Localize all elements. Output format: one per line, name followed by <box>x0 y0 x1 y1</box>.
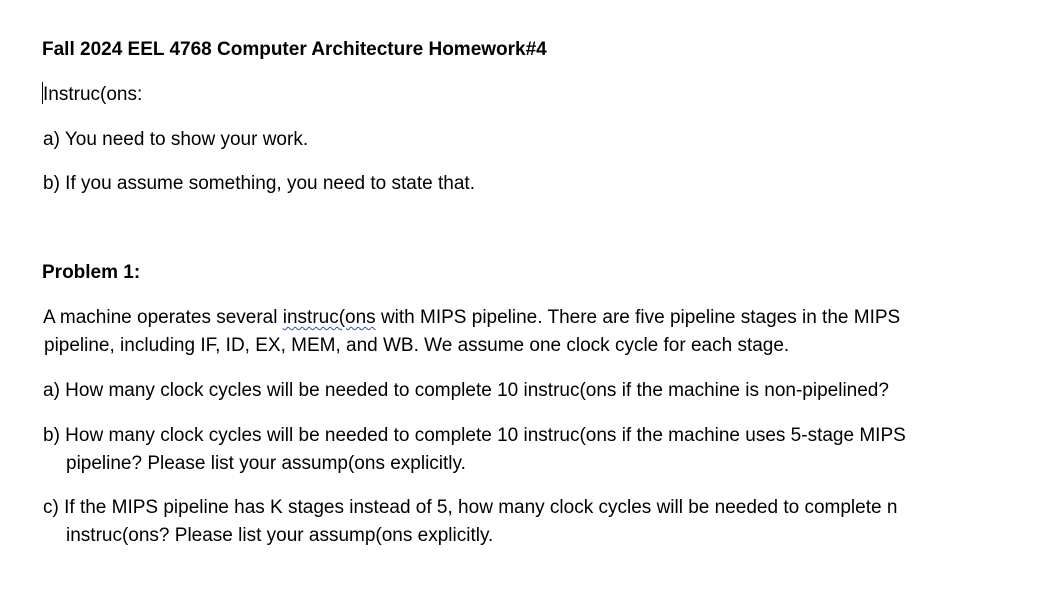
instruction-item-b: b) If you assume something, you need to state that. <box>43 173 475 194</box>
problem-heading: Problem 1: <box>42 262 141 283</box>
spelling-flagged-word[interactable]: instruc(ons <box>282 307 376 328</box>
instructions-heading: Instruc(ons: <box>43 84 143 105</box>
question-b-line-2: pipeline? Please list your assump(ons explicitly. <box>66 453 466 474</box>
problem-intro-line-1 <box>43 304 900 332</box>
problem-intro-line-2: pipeline, including IF, ID, EX, MEM, and WB. We assume one clock cycle for each stage. <box>44 335 790 356</box>
intro-text-before: A machine operates several <box>43 307 283 328</box>
intro-text-after: with MIPS pipeline. There are five pipeline stages in the MIPS <box>375 307 901 328</box>
question-c-line-2: instruc(ons? Please list your assump(ons explicitly. <box>66 525 494 546</box>
document-title: Fall 2024 EEL 4768 Computer Architecture Homework#4 <box>42 39 547 60</box>
instructions-heading-line[interactable] <box>42 81 142 109</box>
instruction-item-a: a) You need to show your work. <box>43 129 309 150</box>
question-a: a) How many clock cycles will be needed to complete 10 instruc(ons if the machine is non-pipelined? <box>43 380 889 401</box>
question-b-line-1: b) How many clock cycles will be needed to complete 10 instruc(ons if the machine uses 5-stage MIPS <box>43 425 906 446</box>
question-c-line-1: c) If the MIPS pipeline has K stages instead of 5, how many clock cycles will be needed to complete n <box>43 497 898 518</box>
